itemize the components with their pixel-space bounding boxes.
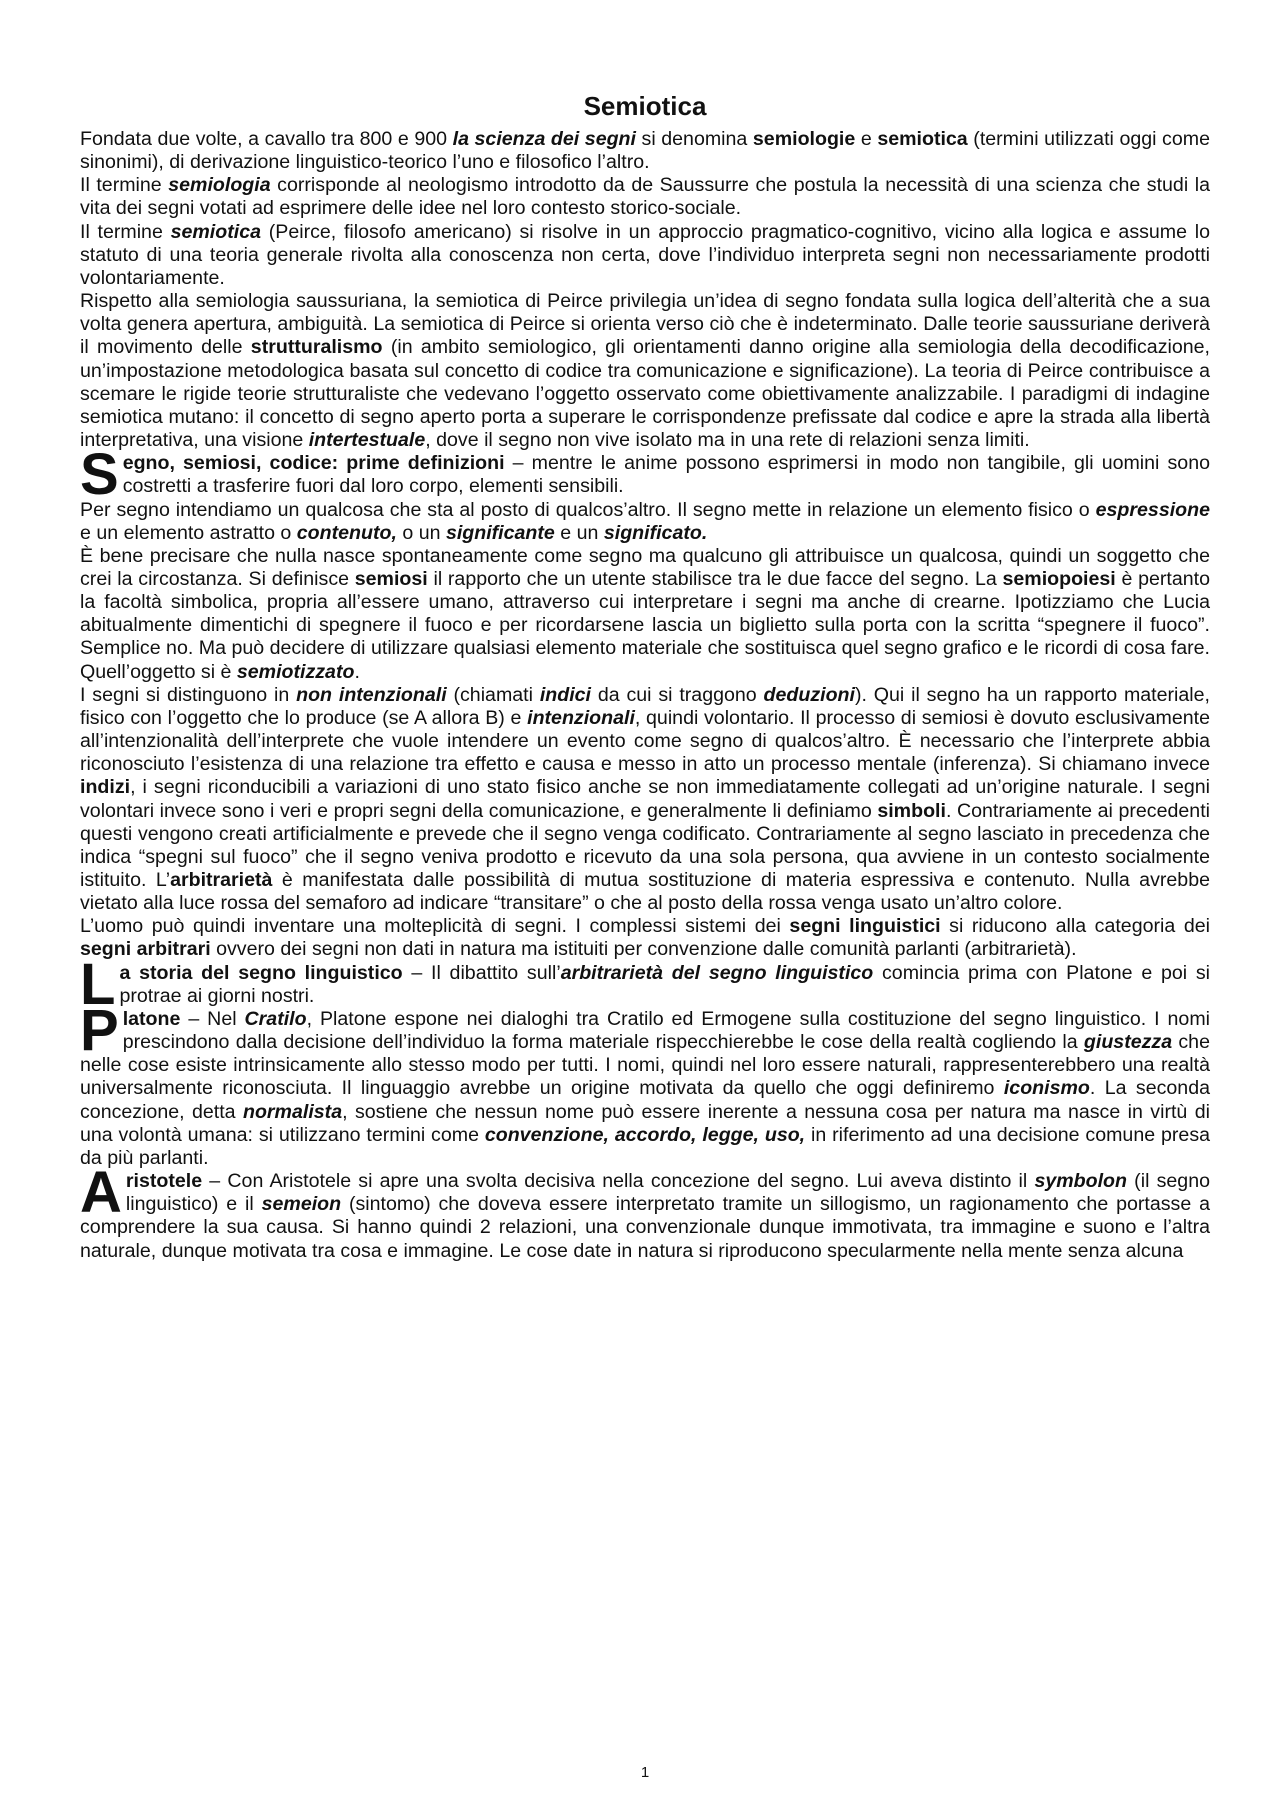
paragraph bbox=[80, 442, 1211, 508]
text-run: , Platone espone nei dialoghi tra Cratilo ed Ermogene sulla costituzione del segno linguistico. I nomi prescindono dalla decisione dell’individuo la forma materiale rispecchierebbe le cose della realtà cogliendo la bbox=[122, 1007, 1210, 1054]
text-run: o un bbox=[396, 521, 446, 544]
drop-cap: A bbox=[80, 1160, 122, 1226]
bold-italic-term: significato. bbox=[603, 521, 708, 544]
text-run: (Peirce, filosofo americano) si risolve in un approccio pragmatico-cognitivo, vicino alla logica e assume lo statuto di una teoria generale rivolta alla conoscenza non certa, dove l’individuo interpreta segni non necessariamente prodotti volontariamente. bbox=[80, 220, 1210, 289]
text-run: è manifestata dalle possibilità di mutua sostituzione di materia espressiva e contenuto. Nulla avrebbe vietato alla luce rossa del semaforo ad indicare “transitare” o che al posto della rossa venga usato un’altro colore. bbox=[80, 869, 1210, 915]
text-run: – Il dibattito sull’ bbox=[402, 961, 561, 984]
bold-term: ristotele bbox=[125, 1170, 203, 1193]
text-run: È bene precisare che nulla nasce spontaneamente come segno ma qualcuno gli attribuisce un qualcosa, quindi un soggetto che crei la circostanza. Si definisce bbox=[80, 544, 1210, 590]
text-run: , dove il segno non vive isolato ma in una rete di relazioni senza limiti. bbox=[425, 429, 1030, 452]
bold-italic-term: intertestuale bbox=[308, 429, 426, 452]
drop-cap: P bbox=[80, 997, 119, 1063]
text-run: (in ambito semiologico, gli orientamenti danno origine alla semiologia della decodificazione, un’impostazione metodologica basata sul concetto di codice tra comunicazione e significazione). La teoria di Peirce contribuisce a scemare le rigide teorie strutturaliste che vedevano l’oggetto osservato come obiettivamente analizzabile. I paradigmi di indagine semiotica mutano: il concetto di segno aperto porta a superare le corrispondenze prefissate dal codice e apre la strada alla libertà interpretativa, una visione bbox=[80, 336, 1210, 452]
bold-italic-term: giustezza bbox=[1083, 1031, 1173, 1054]
text-run: è pertanto la facoltà simbolica, propria all’essere umano, attraverso cui interpretare i segni ma anche di crearne. Ipotizziamo che Lucia abitualmente dimentichi di spegnere il fuoco e per ricordarsene lascia un biglietto sulla porta con la scritta “spegnere il fuoco”. Semplice no. Ma può decidere di utilizzare qualsiasi elemento materiale che sostituisca quel segno grafico e le ricordi di cosa fare. Quell’oggetto si è bbox=[80, 567, 1210, 683]
text-run: – mentre le anime possono esprimersi in modo non tangibile, gli uomini sono costretti a trasferire fuori dal loro corpo, elementi sensibili. bbox=[122, 452, 1211, 498]
text-run: da cui si traggono bbox=[590, 683, 764, 706]
bold-italic-term: significante bbox=[445, 521, 555, 544]
text-run: in riferimento ad una decisione comune presa da più parlanti. bbox=[80, 1123, 1211, 1169]
text-run: si riducono alla categoria dei bbox=[940, 915, 1210, 938]
bold-italic-term: normalista bbox=[243, 1100, 343, 1123]
bold-italic-term: la scienza dei segni bbox=[452, 128, 636, 150]
paragraph bbox=[80, 915, 1210, 961]
paragraph bbox=[80, 128, 1210, 174]
paragraph bbox=[80, 684, 1210, 916]
paragraph bbox=[80, 545, 1210, 684]
text-run: ovvero dei segni non dati in natura ma istituiti per convenzione dalle comunità parlanti (arbitrarietà). bbox=[210, 938, 1077, 961]
text-run: ). Qui il segno ha un rapporto materiale, fisico con l’oggetto che lo produce (se A allora B) e bbox=[80, 683, 1210, 729]
bold-italic-term: non intenzionali bbox=[296, 683, 447, 706]
paragraph bbox=[80, 221, 1210, 290]
paragraph bbox=[80, 1160, 1210, 1263]
bold-italic-term: semeion bbox=[261, 1193, 342, 1216]
text-run: e bbox=[855, 128, 878, 150]
text-run: . La seconda concezione, detta bbox=[80, 1077, 1210, 1123]
text-run: si denomina bbox=[635, 128, 753, 150]
paragraph bbox=[80, 290, 1210, 452]
body-text bbox=[80, 128, 1210, 1263]
bold-italic-term: deduzioni bbox=[763, 683, 855, 706]
paragraph bbox=[80, 951, 1210, 1017]
bold-italic-term: espressione bbox=[1095, 498, 1210, 521]
text-run: – Nel bbox=[180, 1007, 245, 1030]
bold-term: semiologie bbox=[752, 128, 856, 150]
bold-term: latone bbox=[122, 1007, 181, 1030]
bold-term: semiopoiesi bbox=[1002, 567, 1116, 590]
bold-italic-term: semiologia bbox=[168, 174, 271, 197]
drop-cap: L bbox=[80, 951, 116, 1017]
bold-term: segni arbitrari bbox=[80, 938, 211, 961]
text-run: che nelle cose esiste intrinsicamente allo stesso modo per tutti. I nomi, quindi nel loro essere naturali, rappresenterebbero una realtà universalmente riconosciuta. Il linguaggio avrebbe un origine motivata da quello che oggi definiremo bbox=[80, 1031, 1210, 1100]
text-run: e un bbox=[554, 521, 604, 544]
text-run: . Contrariamente ai precedenti questi vengono creati artificialmente e prevede che il segno venga codificato. Contrariamente al segno lasciato in precedenza che indica “spegni sul fuoco” che il segno veniva prodotto e ricevuto da una sola persona, qua avviene in un contesto socialmente istituito. L’ bbox=[80, 799, 1210, 891]
bold-term: strutturalismo bbox=[250, 336, 383, 359]
text-run: comincia prima con Platone e poi si protrae ai giorni nostri. bbox=[119, 961, 1210, 1007]
bold-italic-term: Cratilo bbox=[244, 1007, 307, 1030]
text-run: – Con Aristotele si apre una svolta decisiva nella concezione del segno. Lui aveva distinto il bbox=[202, 1170, 1035, 1193]
bold-italic-term: semiotizzato bbox=[236, 660, 355, 683]
bold-italic-term: contenuto, bbox=[296, 521, 397, 544]
text-run: I segni si distinguono in bbox=[80, 683, 297, 706]
text-run: (il segno linguistico) e il bbox=[125, 1170, 1210, 1216]
text-run: (termini utilizzati oggi come sinonimi), di derivazione linguistico-teorico l’uno e filosofico l’altro. bbox=[80, 128, 1210, 174]
bold-italic-term: iconismo bbox=[1003, 1077, 1090, 1100]
bold-italic-term: symbolon bbox=[1034, 1170, 1127, 1193]
bold-italic-term: intenzionali bbox=[527, 706, 635, 729]
text-run: , quindi volontario. Il processo di semiosi è dovuto esclusivamente all’intenzionalità dell’interprete che vuole intendere un evento come segno di qualcos’altro. È necessario che l’interprete abbia riconosciuto l’esistenza di una relazione tra effetto e causa e messo in atto un processo mentale (inferenza). Si chiamano invece bbox=[80, 706, 1210, 776]
text-run: Il termine bbox=[80, 220, 171, 243]
bold-italic-term: arbitrarietà del segno linguistico bbox=[560, 961, 874, 984]
text-run: Fondata due volte, a cavallo tra 800 e 900 bbox=[80, 128, 453, 150]
text-run: L’uomo può quindi inventare una molteplicità di segni. I complessi sistemi dei bbox=[80, 915, 790, 938]
bold-term: semiotica bbox=[877, 128, 968, 150]
page-title: Semiotica bbox=[583, 91, 707, 122]
paragraph bbox=[80, 997, 1211, 1170]
text-run: (sintomo) che doveva essere interpretato tramite un sillogismo, un ragionamento che portasse a comprendere la sua causa. Si hanno quindi 2 relazioni, una convenzionale dunque immotivata, tra immagine e suono e l’altra naturale, dunque motivata tra cosa e immagine. Le cose date in natura si riproducono specularmente nella mente senza alcuna bbox=[80, 1193, 1210, 1262]
bold-term: indizi bbox=[80, 776, 131, 799]
bold-italic-term: semiotica bbox=[170, 220, 261, 243]
text-run: Rispetto alla semiologia saussuriana, la semiotica di Peirce privilegia un’idea di segno fondata sulla logica dell’alterità che a sua volta genera apertura, ambiguità. La semiotica di Peirce si orienta verso ciò che è indeterminato. Dalle teorie saussuriane deriverà il movimento delle bbox=[80, 290, 1210, 359]
bold-term: a storia del segno linguistico bbox=[119, 961, 403, 984]
text-run: , i segni riconducibili a variazioni di uno stato fisico anche se non immediatamente collegati ad un’origine naturale. I segni volontari invece sono i veri e propri segni della comunicazione, e generalmente li definiamo bbox=[80, 776, 1210, 822]
bold-term: simboli bbox=[877, 799, 946, 822]
paragraph bbox=[80, 499, 1210, 545]
bold-term: semiosi bbox=[354, 567, 428, 590]
text-run: . bbox=[354, 660, 360, 683]
paragraph bbox=[80, 174, 1210, 220]
text-run: (chiamati bbox=[446, 683, 540, 706]
bold-term: egno, semiosi, codice: prime definizioni bbox=[122, 452, 505, 475]
bold-italic-term: convenzione, accordo, legge, uso, bbox=[484, 1123, 806, 1146]
bold-italic-term: indici bbox=[539, 683, 591, 706]
text-run: il rapporto che un utente stabilisce tra le due facce del segno. La bbox=[427, 567, 1003, 590]
text-run: Il termine bbox=[80, 174, 169, 197]
drop-cap: S bbox=[80, 442, 119, 508]
page-number: 1 bbox=[640, 1764, 650, 1781]
text-run: Per segno intendiamo un qualcosa che sta al posto di qualcos’altro. Il segno mette in relazione un elemento fisico o bbox=[80, 498, 1096, 521]
text-run: e un elemento astratto o bbox=[80, 521, 297, 544]
text-run: corrisponde al neologismo introdotto da de Saussurre che postula la necessità di una scienza che studi la vita dei segni votati ad esprimere delle idee nel loro contesto storico-sociale. bbox=[80, 174, 1210, 220]
text-run: , sostiene che nessun nome può essere inerente a nessuna cosa per natura ma nasce in virtù di una volontà umana: si utilizzano termini come bbox=[80, 1100, 1210, 1146]
bold-term: segni linguistici bbox=[789, 915, 941, 938]
bold-term: arbitrarietà bbox=[170, 869, 273, 891]
